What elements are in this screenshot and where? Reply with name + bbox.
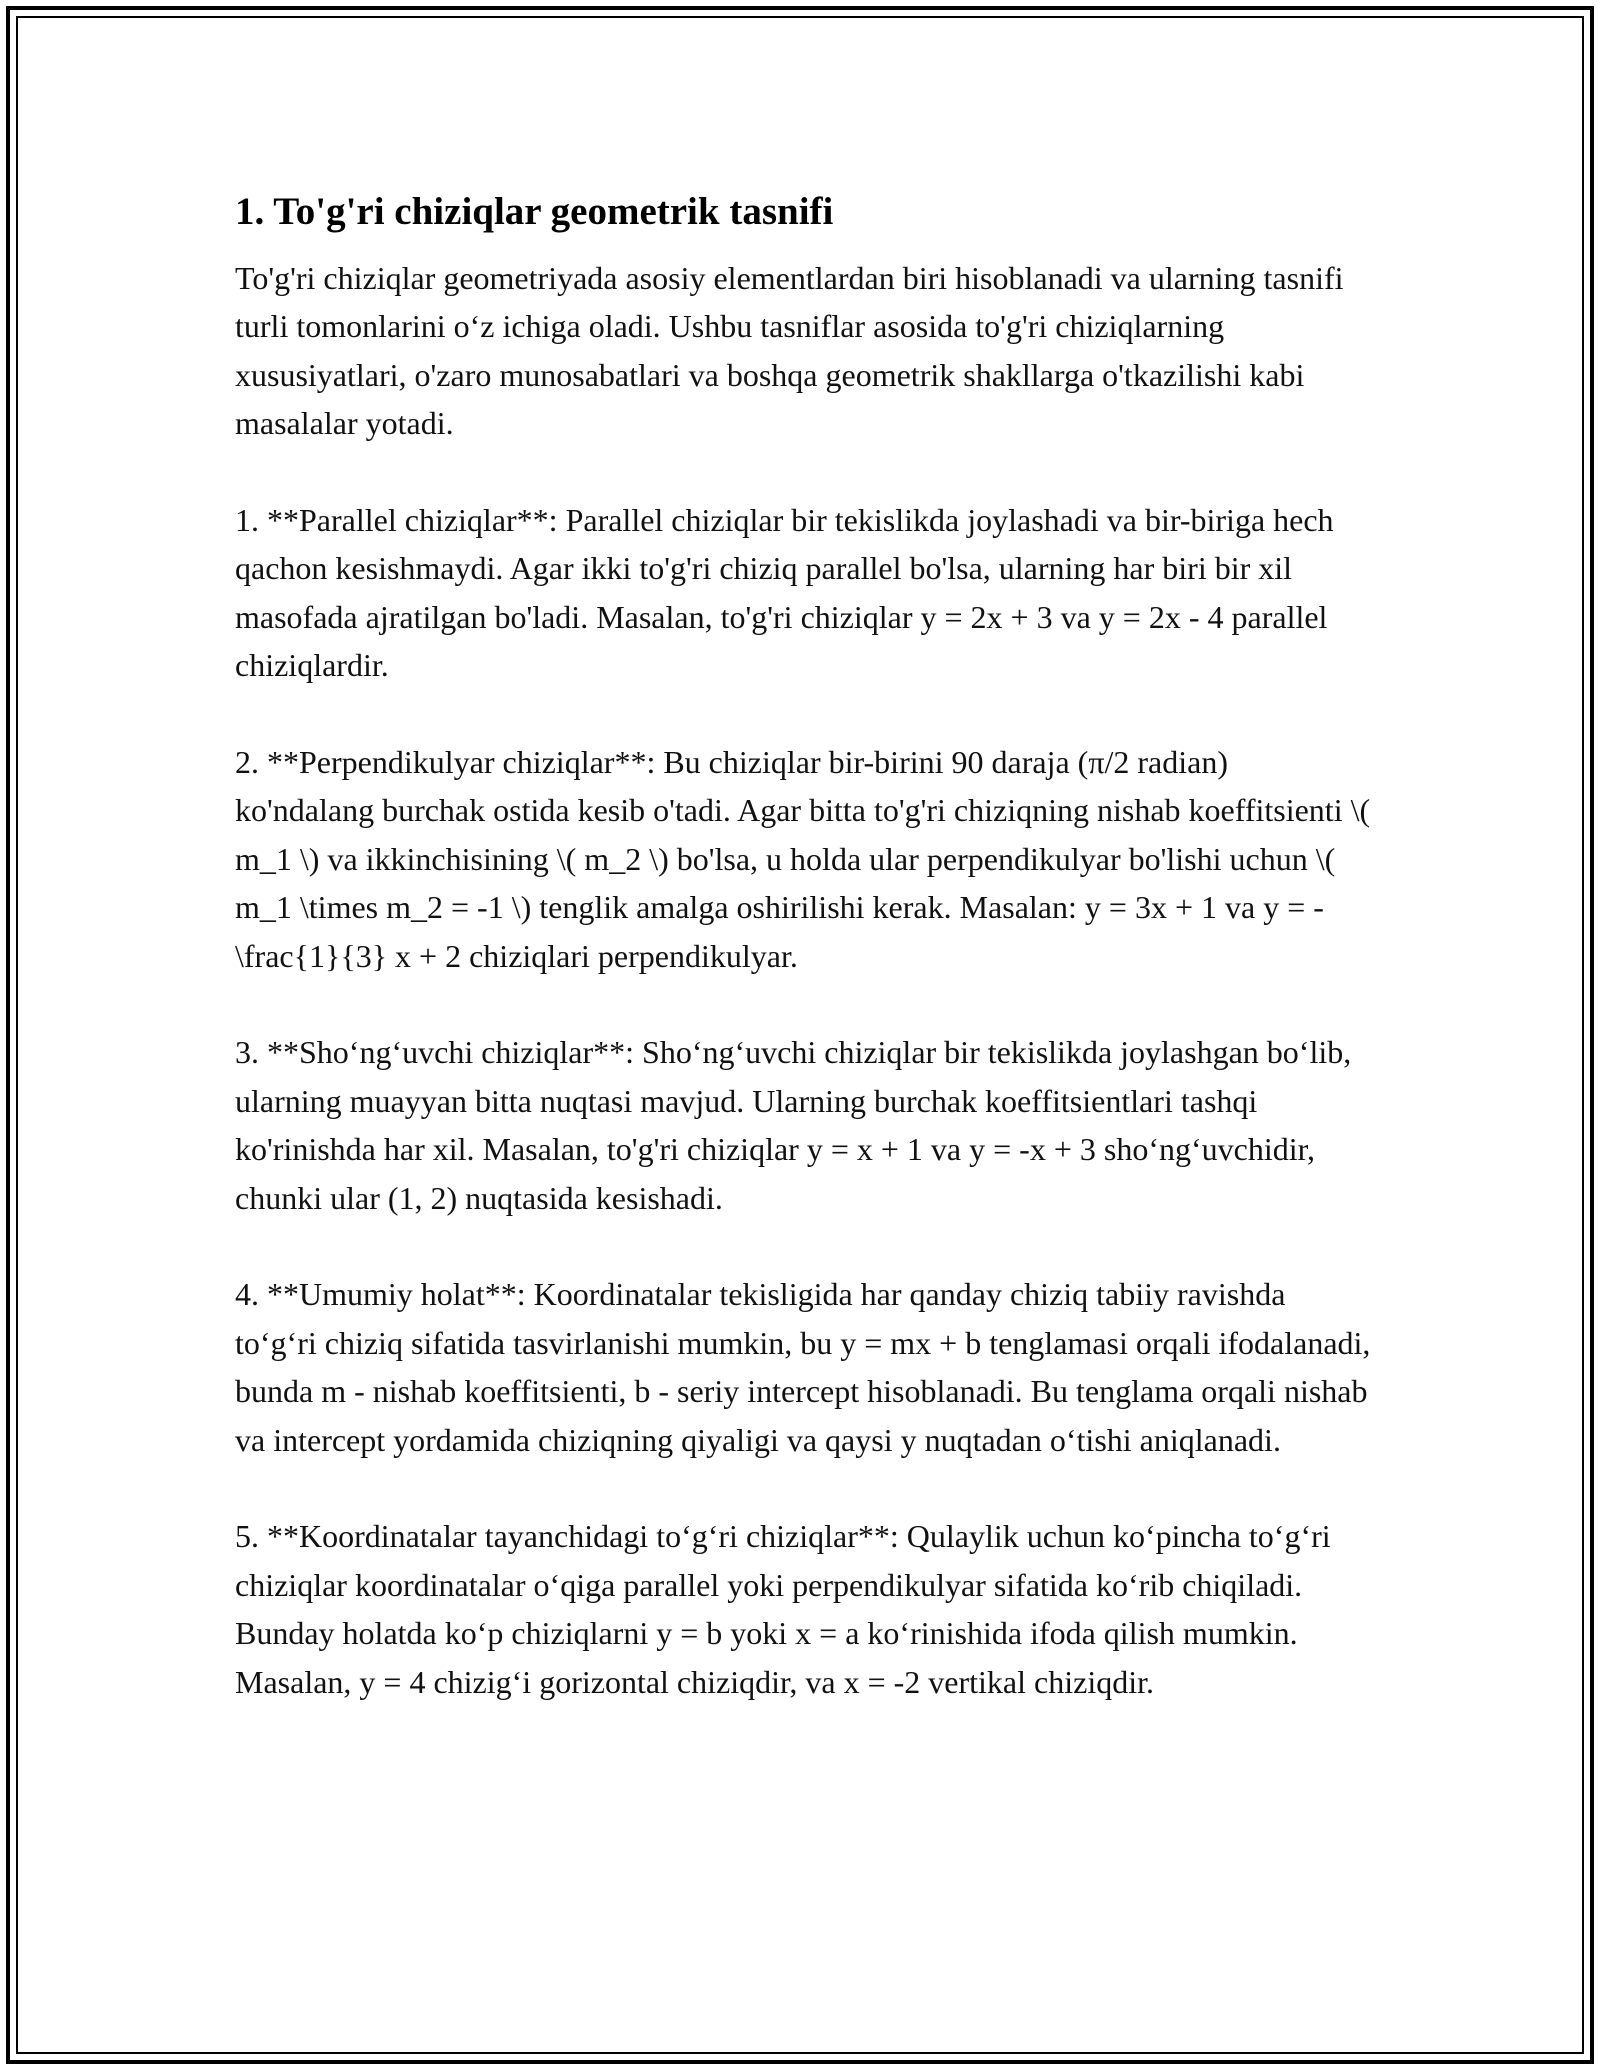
paragraph-perpendicular-lines: 2. **Perpendikulyar chiziqlar**: Bu chiziqlar bir-birini 90 daraja (π/2 radian) ko'ndalang burchak ostida kesib o'tadi. Agar bitta to'g'ri chiziqning nishab koeffitsienti \( m_1 \) va ikkinchisining \( m_2 \) bo'lsa, u holda ular perpendikulyar bo'lishi uchun \( m_1 \times m_2 = -1 \) tenglik amalga oshirilishi kerak. Masalan: y = 3x + 1 va y = -\frac{1}{3} x + 2 chiziqlari perpendikulyar. <box>235 744 1371 974</box>
document-title: 1. To'g'ri chiziqlar geometrik tasnifi <box>235 190 834 233</box>
paragraph-general-case: 4. **Umumiy holat**: Koordinatalar tekisligida har qanday chiziq tabiiy ravishda to‘g‘ri chiziq sifatida tasvirlanishi mumkin, bu y = mx + b tenglamasi orqali ifodalanadi, bunda m - nishab koeffitsienti, b - seriy intercept hisoblanadi. Bu tenglama orqali nishab va intercept yordamida chiziqning qiyaligi va qaysi y nuqtadan o‘tishi aniqlanadi. <box>235 1276 1371 1458</box>
paragraph-parallel-lines: 1. **Parallel chiziqlar**: Parallel chiziqlar bir tekislikda joylashadi va bir-biriga hech qachon kesishmaydi. Agar ikki to'g'ri chiziq parallel bo'lsa, ularning har biri bir xil masofada ajratilgan bo'ladi. Masalan, to'g'ri chiziqlar y = 2x + 3 va y = 2x - 4 parallel chiziqlardir. <box>235 502 1334 684</box>
document-body <box>235 184 1375 1755</box>
paragraph-intersecting-lines: 3. **Sho‘ng‘uvchi chiziqlar**: Sho‘ng‘uvchi chiziqlar bir tekislikda joylashgan bo‘lib, ularning muayyan bitta nuqtasi mavjud. Ularning burchak koeffitsientlari tashqi ko'rinishda har xil. Masalan, to'g'ri chiziqlar y = x + 1 va y = -x + 3 sho‘ng‘uvchidir, chunki ular (1, 2) nuqtasida kesishadi. <box>235 1034 1352 1216</box>
paragraph-axis-lines: 5. **Koordinatalar tayanchidagi to‘g‘ri chiziqlar**: Qulaylik uchun ko‘pincha to‘g‘ri chiziqlar koordinatalar o‘qiga parallel yoki perpendikulyar sifatida ko‘rib chiqiladi. Bunday holatda ko‘p chiziqlarni y = b yoki x = a ko‘rinishida ifoda qilish mumkin. Masalan, y = 4 chizig‘i gorizontal chiziqdir, va x = -2 vertikal chiziqdir. <box>235 1518 1331 1700</box>
paragraph-intro: To'g'ri chiziqlar geometriyada asosiy elementlardan biri hisoblanadi va ularning tasnifi turli tomonlarini o‘z ichiga oladi. Ushbu tasniflar asosida to'g'ri chiziqlarning xususiyatlari, o'zaro munosabatlari va boshqa geometrik shakllarga o'tkazilishi kabi masalalar yotadi. <box>235 260 1344 442</box>
